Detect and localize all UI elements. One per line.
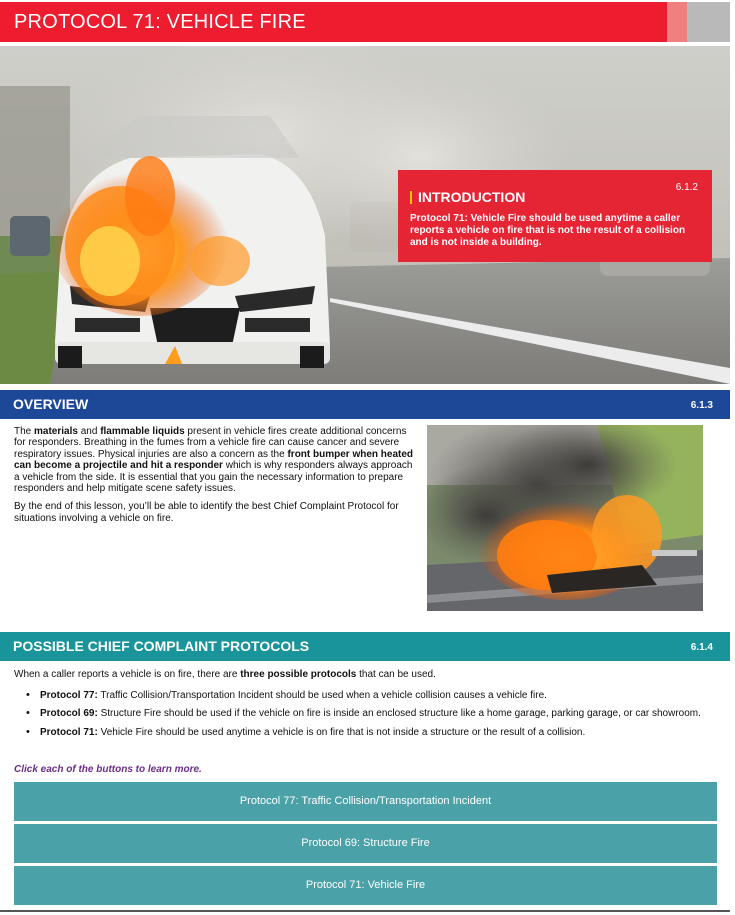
overview-bold-flammable-liquids: flammable liquids [100,426,185,437]
protocol-71-text: Vehicle Fire should be used anytime a vehicle is on fire that is not inside a structure or the result of a collision. [97,726,586,738]
click-hint: Click each of the buttons to learn more. [14,764,202,775]
protocols-intro-text: that can be used. [356,669,436,680]
introduction-text: Protocol 71: Vehicle Fire should be used anytime a caller reports a vehicle on fire that is not the result of a collision and is not inside a building. [410,213,686,248]
overview-bold-materials: materials [34,426,78,437]
protocol-77-button[interactable]: Protocol 77: Traffic Collision/Transportation Incident [14,782,717,821]
overview-image [427,425,703,611]
protocol-77-label: Protocol 77: [40,690,98,701]
overview-text-run: present in vehicle fires create additional concerns for responders. Breathing in the fumes from a vehicle fire can cause cancer and severe respiratory issues. Physical injuries are also a concern as the [14,426,407,460]
protocol-list-item-71 [26,727,716,738]
introduction-section-number: 6.1.2 [675,182,698,193]
overview-title: OVERVIEW [13,396,89,412]
protocols-intro [14,669,436,680]
protocol-69-text: Structure Fire should be used if the vehicle on fire is inside an enclosed structure like a home garage, parking garage, or car showroom. [97,708,701,720]
protocols-header [0,632,730,661]
overview-text-run: which is why responders always approach a vehicle from the side. It is essential that you gain the necessary information to prepare responders and help mitigate scene safety issues. [14,460,413,495]
protocols-intro-bold: three possible protocols [240,669,357,680]
introduction-accent-bar [410,191,412,204]
overview-bold-front-bumper: front bumper when heated can become a projectile and hit a responder [14,448,414,472]
overview-paragraph-1 [14,426,419,494]
overview-header [0,390,730,419]
introduction-title: INTRODUCTION [418,189,526,205]
introduction-callout [398,170,712,262]
protocol-list-item-69 [26,708,716,719]
overview-text-run: The [14,426,35,437]
header-title-bar [0,2,667,42]
page-title: PROTOCOL 71: VEHICLE FIRE [14,11,306,33]
overview-section-number: 6.1.3 [690,400,713,411]
protocols-list [26,690,716,745]
protocol-71-button[interactable]: Protocol 71: Vehicle Fire [14,866,717,905]
header-accent-gray [687,2,730,42]
protocol-71-label: Protocol 71: [40,726,98,738]
protocols-title: POSSIBLE CHIEF COMPLAINT PROTOCOLS [13,638,310,654]
protocol-69-label: Protocol 69: [40,708,98,720]
protocol-69-button[interactable]: Protocol 69: Structure Fire [14,824,717,863]
hero-image [0,46,730,384]
car-engulfed-photo [427,425,703,611]
overview-paragraph-2: By the end of this lesson, you’ll be able to identify the best Chief Complaint Protocol for situations involving a vehicle on fire. [14,501,399,524]
overview-body [14,426,419,531]
protocols-intro-text: When a caller reports a vehicle is on fire, there are [14,669,241,680]
protocol-list-item-77 [26,690,716,701]
overview-text-run: and [77,426,101,437]
protocols-section-number: 6.1.4 [690,642,713,653]
bottom-divider [0,910,730,912]
protocol-77-text: Traffic Collision/Transportation Incident should be used when a vehicle collision causes a vehicle fire. [97,690,547,701]
header-accent-pink [667,2,687,42]
page-header [0,0,735,44]
